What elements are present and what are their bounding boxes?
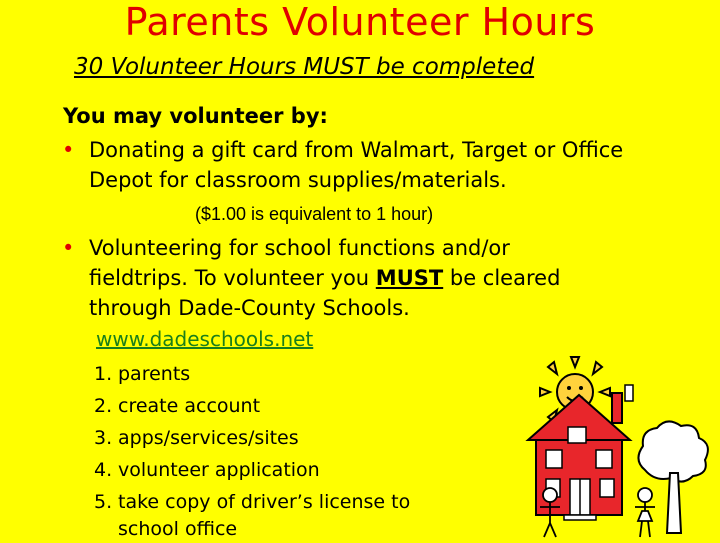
equivalence-note: ($1.00 is equivalent to 1 hour) — [195, 204, 434, 224]
step-number: 2. — [94, 395, 113, 417]
step-text: volunteer application — [118, 459, 320, 481]
step-text: take copy of driver’s license to school office — [118, 491, 411, 540]
bullet-marker: • — [62, 138, 75, 162]
list-item — [94, 486, 468, 543]
bullet-text: be cleared through Dade-County Schools. — [89, 266, 561, 320]
step-number: 1. — [94, 363, 113, 385]
step-text: parents — [118, 363, 191, 385]
step-number: 5. — [94, 491, 113, 513]
step-text: apps/services/sites — [118, 427, 299, 449]
bullet-text: Volunteering for school functions and/or fieldtrips. To volunteer you — [89, 236, 510, 290]
page-subtitle: 30 Volunteer Hours MUST be completed — [74, 54, 535, 80]
step-text: create account — [118, 395, 261, 417]
step-number: 3. — [94, 427, 113, 449]
dadeschools-link[interactable]: www.dadeschools.net — [96, 327, 314, 351]
school-clipart — [520, 355, 720, 540]
list-item — [94, 422, 468, 454]
bullet-item-volunteering — [89, 233, 609, 323]
steps-list — [94, 358, 468, 543]
list-item — [94, 454, 468, 486]
list-item — [94, 390, 468, 422]
page-title: Parents Volunteer Hours — [124, 0, 596, 44]
step-number: 4. — [94, 459, 113, 481]
bullet-item-gift-card: Donating a gift card from Walmart, Target or Office Depot for classroom supplies/materials. — [89, 138, 624, 192]
must-emphasis: MUST — [375, 266, 444, 290]
section-heading: You may volunteer by: — [63, 104, 328, 128]
bullet-marker: • — [62, 236, 75, 260]
list-item — [94, 358, 468, 390]
